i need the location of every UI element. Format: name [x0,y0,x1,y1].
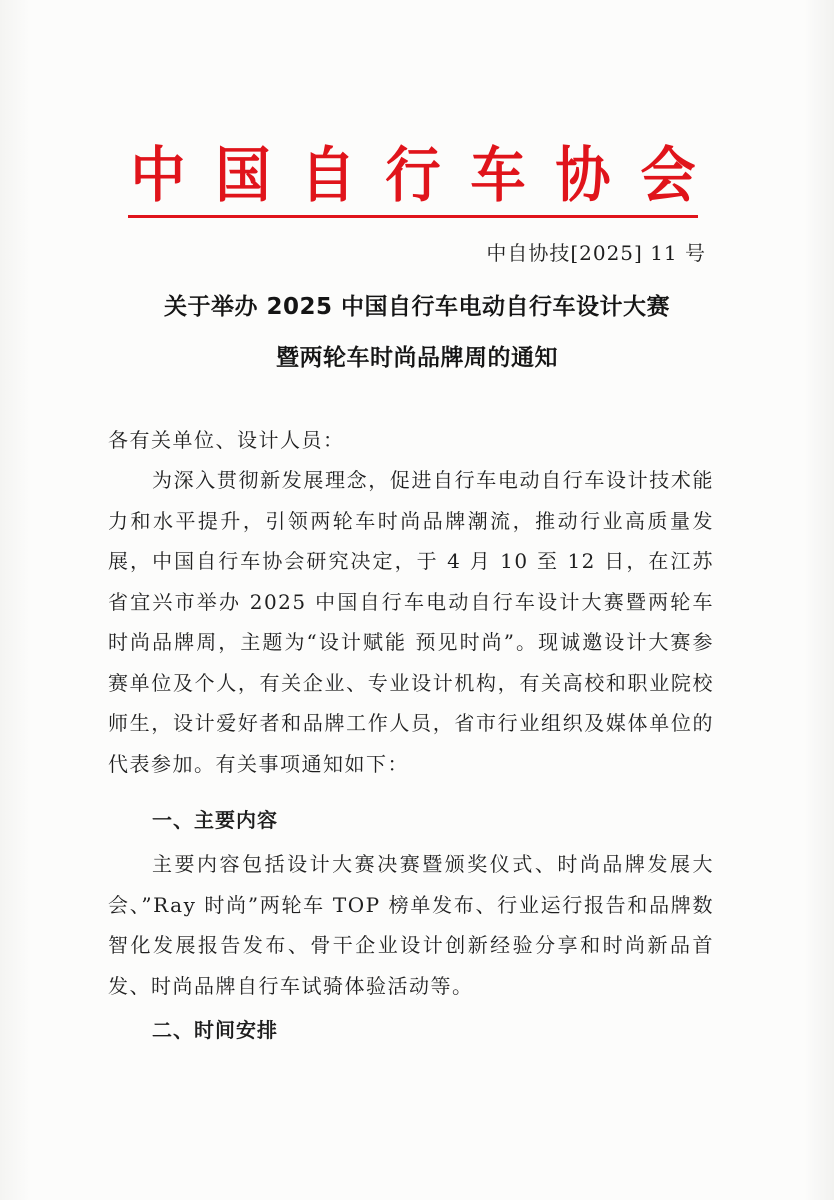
letterhead-char: 行 [385,141,441,211]
letterhead-char: 车 [470,141,526,211]
letterhead-char: 中 [130,141,186,211]
letterhead-char: 协 [555,141,611,211]
letterhead-char: 自 [300,141,356,211]
main-content-paragraph: 主要内容包括设计大赛决赛暨颁奖仪式、时尚品牌发展大会、”Ray 时尚”两轮车 TOP 榜单发布、行业运行报告和品牌数智化发展报告发布、骨干企业设计创新经验分享和时尚新品首发、时尚品牌自行车试骑体验活动等。 [108,852,714,998]
document-number: 中自协技[2025] 11 号 [486,241,706,265]
letterhead-char: 国 [215,141,271,211]
letterhead-title [128,138,698,214]
section-heading-schedule: 二、时间安排 [152,1018,278,1042]
section-heading-main-content: 一、主要内容 [152,808,278,832]
letterhead-char: 会 [640,141,696,211]
intro-paragraph: 为深入贯彻新发展理念，促进自行车电动自行车设计技术能力和水平提升，引领两轮车时尚品牌潮流，推动行业高质量发展，中国自行车协会研究决定，于 4 月 10 至 12 日，在江苏省宜兴市举办 2025 中国自行车电动自行车设计大赛暨两轮车时尚品牌周，主题为“设计赋能 预见时尚”。现诚邀设计大赛参赛单位及个人，有关企业、专业设计机构，有关高校和职业院校师生，设计爱好者和品牌工作人员，省市行业组织及媒体单位的代表参加。有关事项通知如下： [108,468,714,776]
notice-title-line-2: 暨两轮车时尚品牌周的通知 [276,345,558,371]
salutation: 各有关单位、设计人员： [108,428,345,452]
notice-title-line-1: 关于举办 2025 中国自行车电动自行车设计大赛 [163,294,671,320]
letterhead-divider [128,215,698,218]
